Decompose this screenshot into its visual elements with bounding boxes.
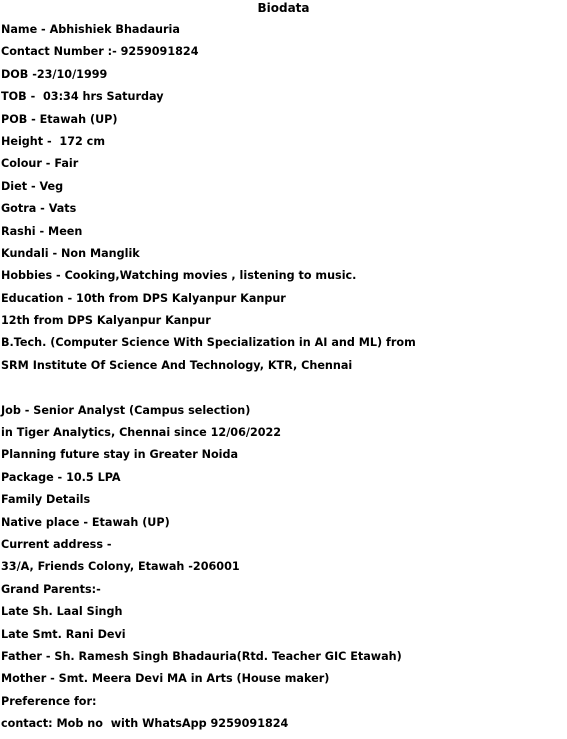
blank-line (1, 380, 567, 402)
colour-line: Colour - Fair (1, 157, 79, 171)
gotra-line: Gotra - Vats (1, 202, 77, 216)
dob-line: DOB -23/10/1999 (1, 67, 108, 81)
height-line: Height - 172 cm (1, 134, 105, 148)
current-address-label: Current address - (1, 537, 112, 551)
father-line: Father - Sh. Ramesh Singh Bhadauria(Rtd. Teacher GIC Etawah) (1, 649, 402, 663)
grandfather-line: Late Sh. Laal Singh (1, 605, 123, 619)
education-institute-line: SRM Institute Of Science And Technology, KTR, Chennai (1, 358, 353, 372)
name-line: Name - Abhishiek Bhadauria (1, 23, 180, 36)
family-details-heading: Family Details (1, 493, 91, 507)
tob-line: TOB - 03:34 hrs Saturday (1, 90, 164, 104)
job-line: Job - Senior Analyst (Campus selection) (1, 403, 251, 417)
contact-whatsapp-line: contact: Mob no with WhatsApp 9259091824 (1, 717, 289, 731)
biodata-lines (1, 22, 567, 739)
mother-line: Mother - Smt. Meera Devi MA in Arts (House maker) (1, 672, 330, 686)
pob-line: POB - Etawah (UP) (1, 112, 118, 126)
grand-parents-heading: Grand Parents:- (1, 582, 101, 596)
native-place-line: Native place - Etawah (UP) (1, 515, 170, 529)
hobbies-line: Hobbies - Cooking,Watching movies , listening to music. (1, 269, 357, 283)
preference-line: Preference for: (1, 694, 97, 708)
education-btech-line: B.Tech. (Computer Science With Specialization in AI and ML) from (1, 336, 416, 350)
contact-number-line: Contact Number :- 9259091824 (1, 45, 199, 59)
education-12th-line: 12th from DPS Kalyanpur Kanpur (1, 314, 211, 328)
kundali-line: Kundali - Non Manglik (1, 246, 140, 260)
diet-line: Diet - Veg (1, 179, 64, 193)
page-title: Biodata (257, 1, 310, 15)
job-company-line: in Tiger Analytics, Chennai since 12/06/2022 (1, 426, 282, 440)
package-line: Package - 10.5 LPA (1, 470, 121, 484)
grandmother-line: Late Smt. Rani Devi (1, 627, 126, 641)
current-address-line: 33/A, Friends Colony, Etawah -206001 (1, 560, 240, 574)
future-stay-line: Planning future stay in Greater Noida (1, 448, 239, 462)
rashi-line: Rashi - Meen (1, 224, 83, 238)
education-line: Education - 10th from DPS Kalyanpur Kanpur (1, 291, 286, 305)
